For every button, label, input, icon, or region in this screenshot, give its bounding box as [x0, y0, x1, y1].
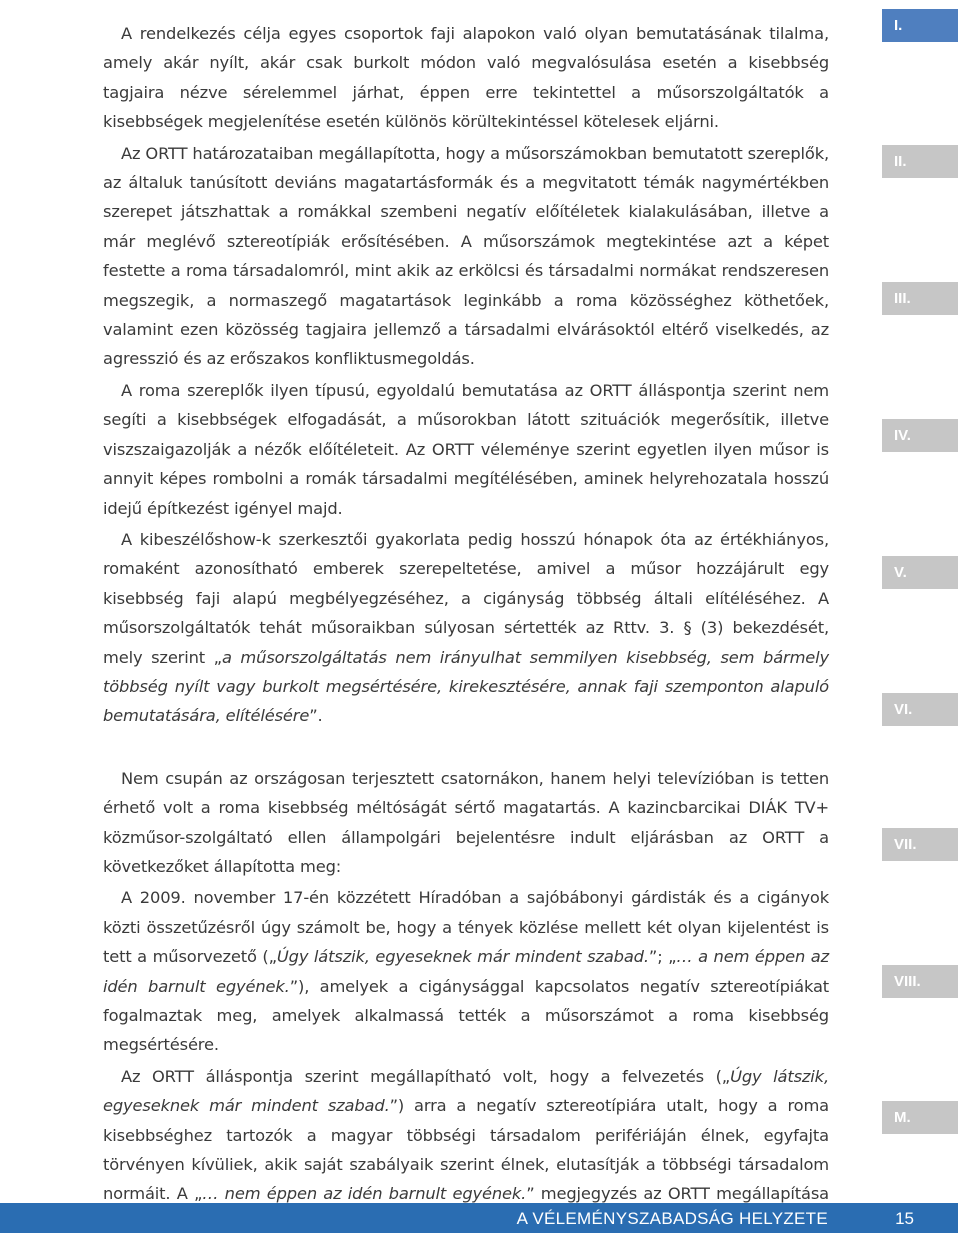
- chapter-tab[interactable]: III.: [882, 282, 958, 315]
- paragraph-text: A kibeszélőshow-k szerkesztői gyakorlata pedig hosszú hónapok óta az értékhiányos, romaként azonosítható emberek szerepeltetése, amivel a műsor hozzájárult egy kisebbség faji alapú megbélyegzéséhez, a cigányság többség általi elítéléséhez. A műsorszolgáltatók tehát műsoraikban súlyosan sértették az Rttv. 3. § (3) bekezdését, mely szerint „: [103, 529, 829, 667]
- chapter-tab[interactable]: VI.: [882, 693, 958, 726]
- chapter-tab[interactable]: IV.: [882, 419, 958, 452]
- paragraph-text: ”; „: [648, 947, 677, 967]
- paragraph: [103, 764, 829, 882]
- paragraph-text: Nem csupán az országosan terjesztett csatornákon, hanem helyi televízióban is tetten érhető volt a roma kisebbség méltóságát sértő magatartás. A kazincbarcikai DIÁK TV+ közműsor-szolgáltató ellen állampolgári bejelentésre indult eljárásban az ORTT a következőket állapította meg:: [103, 768, 829, 876]
- body-text: [103, 19, 829, 1238]
- paragraph-text: ”) arra a negatív sztereotípiára utalt, hogy a roma kisebbséghez tartozók a magyar többségi társadalom perifériáján élnek, egyfajta törvényen kívüliek, akik saját szabályaik szerint élnek, elutasítják a többségi társadalom normáit. A „: [103, 1096, 829, 1204]
- paragraph: [103, 19, 829, 137]
- quote-text: … nem éppen az idén barnult egyének.: [202, 1184, 527, 1204]
- quote-text: … a nem éppen az idén barnult egyének.: [103, 947, 829, 996]
- chapter-tab[interactable]: II.: [882, 145, 958, 178]
- paragraph-text: ” megjegyzés az ORTT megállapítása: [526, 1184, 830, 1204]
- chapter-tab[interactable]: M.: [882, 1101, 958, 1134]
- chapter-tab[interactable]: V.: [882, 556, 958, 589]
- footer-title: A VÉLEMÉNYSZABADSÁG HELYZETE: [516, 1209, 828, 1228]
- paragraph-text: Az ORTT álláspontja szerint megállapítható volt, hogy a felvezetés („: [121, 1066, 731, 1086]
- paragraph-text: ”.: [309, 706, 323, 726]
- paragraph-text: Az ORTT határozataiban megállapította, hogy a műsorszámokban bemutatott szereplők, az általuk tanúsított deviáns magatartásformák és a megvitatott témák nagymértékben szerepet játszhattak a romákkal szembeni negatív előítéletek kialakulásában, illetve a már meglévő sztereotípiák erősítésében. A műsorszámok megtekintése azt a képet festette a roma társadalomról, mint akik az erkölcsi és társadalmi normákat rendszeresen megszegik, a normaszegő magatartások leginkább a roma közösséghez köthetőek, valamint ezen közösség tagjaira jellemző a társadalmi elvárásoktól eltérő viselkedés, az agresszió és az erőszakos konfliktusmegoldás.: [103, 143, 829, 369]
- paragraph-text: A 2009. november 17-én közzétett Híradóban a sajóbábonyi gárdisták és a cigányok közti összetűzésről úgy számolt be, hogy a tények közlése mellett két olyan kijelentést is tett a műsorvezető („: [103, 888, 829, 967]
- paragraph: [103, 525, 829, 731]
- chapter-tab[interactable]: VII.: [882, 828, 958, 861]
- paragraph: [103, 376, 829, 523]
- paragraph-text: A rendelkezés célja egyes csoportok faji alapokon való olyan bemutatásának tilalma, amely akár nyílt, akár csak burkolt módon való megvalósulása esetén a kisebbség tagjaira nézve sérelemmel járhat, éppen erre tekintettel a műsorszolgáltatók a kisebbségek megjelenítése esetén különös körültekintéssel kötelesek eljárni.: [103, 24, 829, 132]
- quote-text: Úgy látszik, egyeseknek már mindent szabad.: [103, 1066, 829, 1116]
- paragraph-text: A roma szereplők ilyen típusú, egyoldalú bemutatása az ORTT álláspontja szerint nem segíti a kisebbségek elfogadását, a műsorokban látott szituációk megerősítik, illetve viszszaigazolják a nézők előítéleteit. Az ORTT véleménye szerint egyetlen ilyen műsor is annyit képes rombolni a romák társadalmi megítélésében, aminek helyrehozatala hosszú idejű építkezést igényel majd.: [103, 380, 829, 518]
- chapter-tab[interactable]: I.: [882, 9, 958, 42]
- page-number: 15: [895, 1209, 914, 1228]
- paragraph: [103, 139, 829, 374]
- quote-text: a műsorszolgáltatás nem irányulhat semmilyen kisebbség, sem bármely többség nyílt vagy burkolt megsértésére, kirekesztésére, annak faji szemponton alapuló bemutatására, elítélésére: [103, 647, 830, 726]
- chapter-tab[interactable]: VIII.: [882, 965, 958, 998]
- paragraph-text: ”), amelyek a cigánysággal kapcsolatos negatív sztereotípiákat fogalmaztak meg, amelyek alkalmassá tették a műsorszámot a roma kisebbség megsértésére.: [103, 976, 830, 1055]
- quote-text: Úgy látszik, egyeseknek már mindent szabad.: [276, 947, 649, 967]
- footer-bar: [0, 1203, 958, 1233]
- paragraph: [103, 883, 829, 1059]
